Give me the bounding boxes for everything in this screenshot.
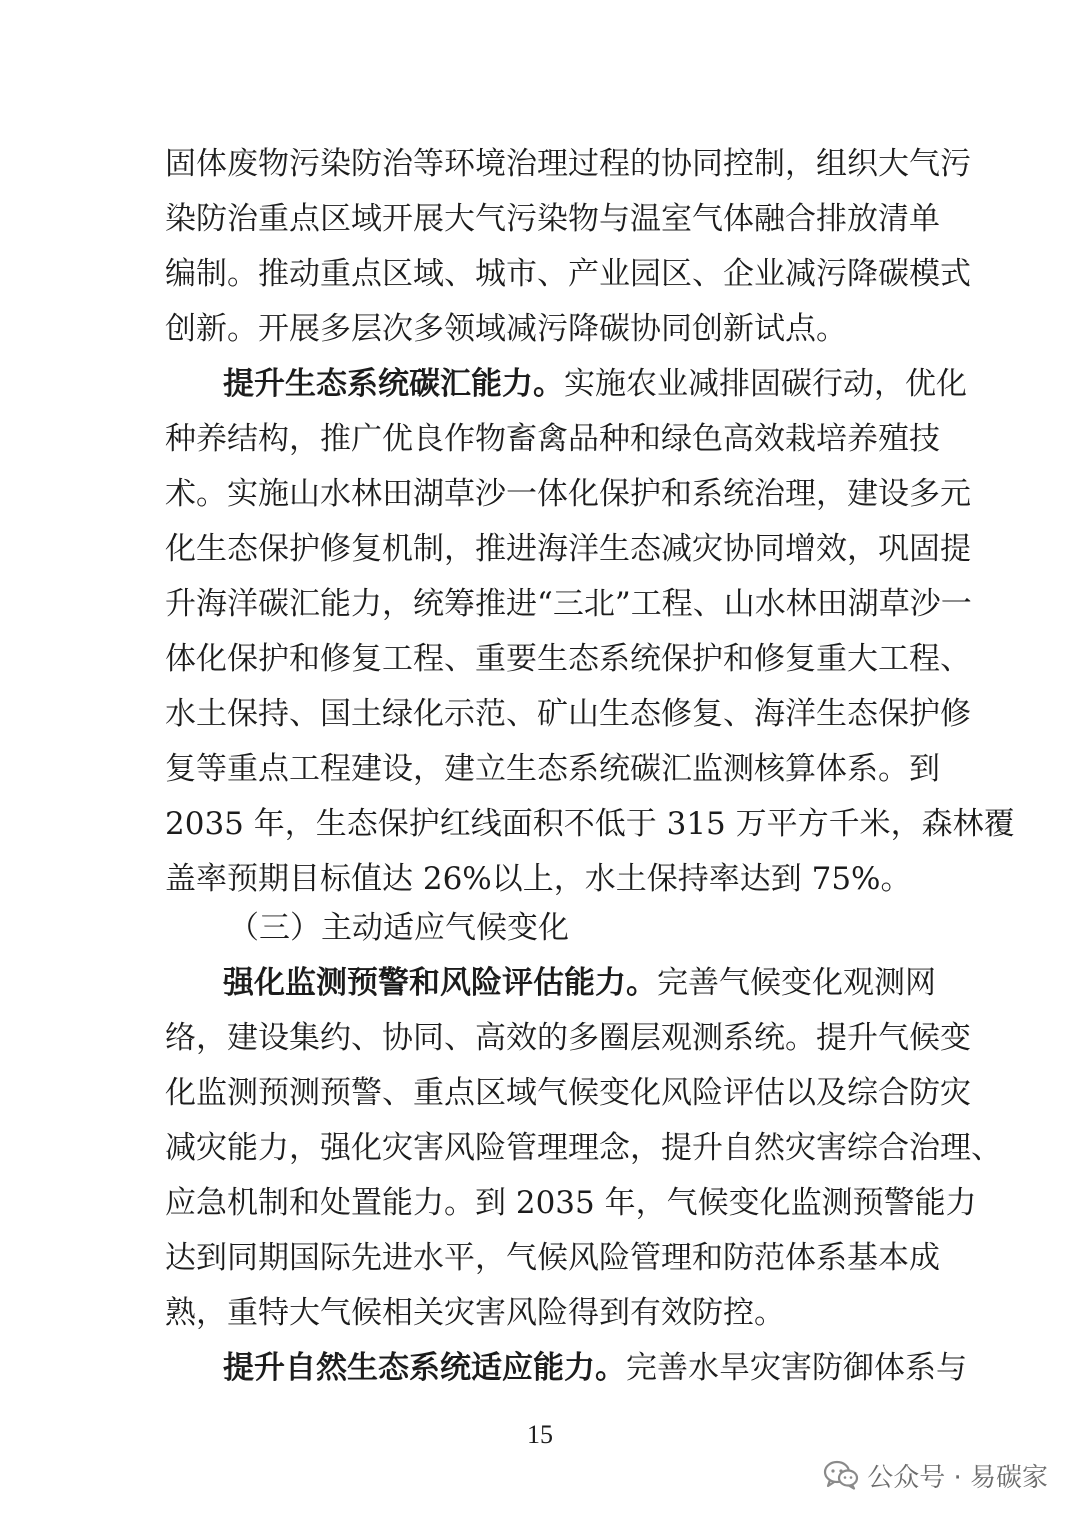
text-line: 应急机制和处置能力。到 2035 年，气候变化监测预警能力 <box>165 1185 977 1221</box>
text-line: 水土保持、国土绿化示范、矿山生态修复、海洋生态保护修 <box>165 696 971 732</box>
page-number: 15 <box>527 1420 553 1449</box>
paragraph-lead-heading: 提升自然生态系统适应能力。 <box>223 1350 626 1386</box>
text-line: 2035 年，生态保护红线面积不低于 315 万平方千米，森林覆 <box>165 806 1015 842</box>
paragraph-text: 完善水旱灾害防御体系与 <box>626 1350 967 1386</box>
text-line: 化生态保护修复机制，推进海洋生态减灾协同增效，巩固提 <box>165 531 971 567</box>
text-line: 熟，重特大气候相关灾害风险得到有效防控。 <box>165 1295 785 1331</box>
watermark <box>823 1455 1048 1495</box>
paragraph-first-line <box>223 362 967 406</box>
text-line: 固体废物污染防治等环境治理过程的协同控制，组织大气污 <box>165 146 971 182</box>
paragraph-lead-heading: 提升生态系统碳汇能力。 <box>223 366 564 402</box>
text-line: 染防治重点区域开展大气污染物与温室气体融合排放清单 <box>165 201 940 237</box>
text-line: 创新。开展多层次多领域减污降碳协同创新试点。 <box>165 311 847 347</box>
text-line: 达到同期国际先进水平，气候风险管理和防范体系基本成 <box>165 1240 940 1276</box>
text-line: 化监测预测预警、重点区域气候变化风险评估以及综合防灾 <box>165 1075 971 1111</box>
wechat-icon <box>823 1460 859 1490</box>
text-line: 络，建设集约、协同、高效的多圈层观测系统。提升气候变 <box>165 1020 971 1056</box>
watermark-text: 公众号 · 易碳家 <box>867 1462 1048 1493</box>
text-line: 盖率预期目标值达 26%以上，水土保持率达到 75%。 <box>165 861 912 897</box>
text-line: 术。实施山水林田湖草沙一体化保护和系统治理，建设多元 <box>165 476 971 512</box>
paragraph-text: 完善气候变化观测网 <box>657 965 936 1001</box>
text-line: 种养结构，推广优良作物畜禽品种和绿色高效栽培养殖技 <box>165 421 940 457</box>
text-line: 体化保护和修复工程、重要生态系统保护和修复重大工程、 <box>165 641 971 677</box>
paragraph-lead-heading: 强化监测预警和风险评估能力。 <box>223 965 657 1001</box>
section-heading: （三）主动适应气候变化 <box>228 910 569 946</box>
text-line: 升海洋碳汇能力，统筹推进“三北”工程、山水林田湖草沙一 <box>165 586 972 622</box>
text-line: 编制。推动重点区域、城市、产业园区、企业减污降碳模式 <box>165 256 971 292</box>
paragraph-first-line <box>223 961 936 1005</box>
paragraph-first-line <box>223 1346 967 1390</box>
text-line: 减灾能力，强化灾害风险管理理念，提升自然灾害综合治理、 <box>165 1130 1002 1166</box>
text-line: 复等重点工程建设，建立生态系统碳汇监测核算体系。到 <box>165 751 940 787</box>
paragraph-text: 实施农业减排固碳行动，优化 <box>564 366 967 402</box>
